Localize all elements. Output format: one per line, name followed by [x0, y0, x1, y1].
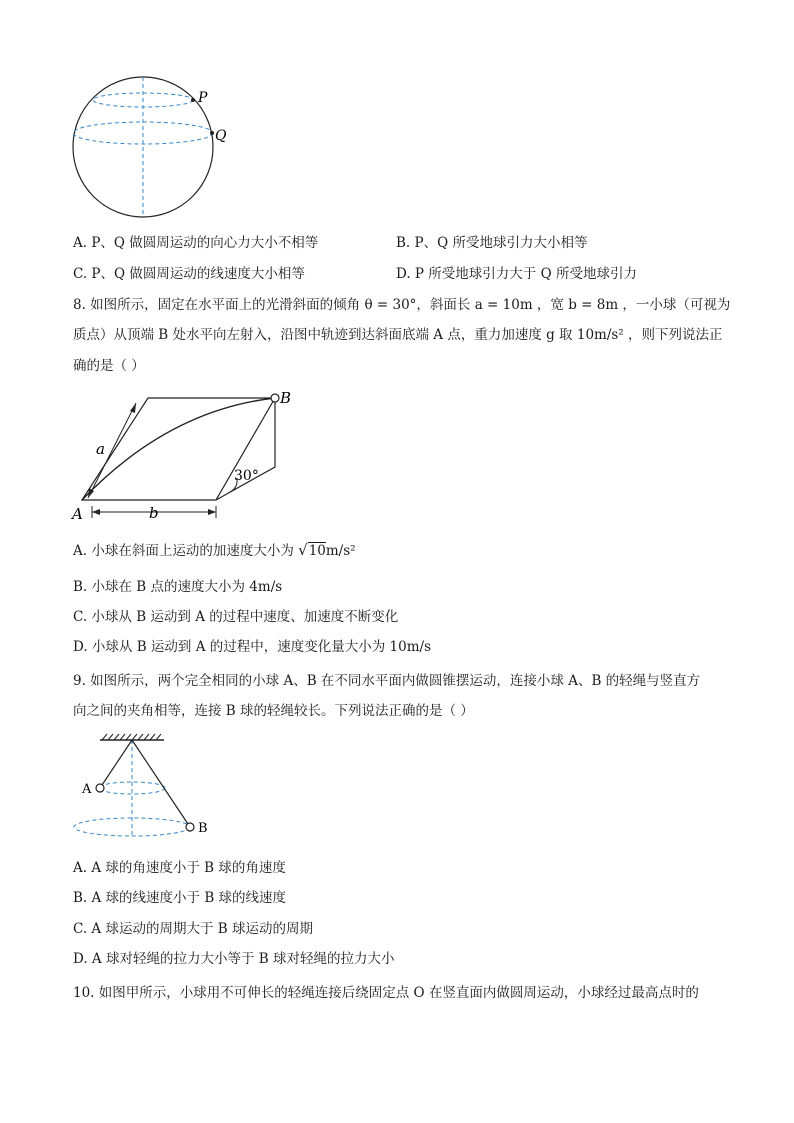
q7-option-c: C. P、Q 做圆周运动的线速度大小相等 [73, 266, 305, 282]
label-ball-a: A [82, 782, 92, 797]
q9-stem-line2: 向之间的夹角相等，连接 B 球的轻绳较长。下列说法正确的是（ ） [73, 703, 474, 719]
incline-figure [68, 385, 308, 525]
q9-option-c: C. A 球运动的周期大于 B 球运动的周期 [73, 921, 313, 937]
dimension-a-arrow-top [130, 403, 136, 413]
q9-option-a: A. A 球的角速度小于 B 球的角速度 [73, 860, 286, 876]
q8-option-d: D. 小球从 B 运动到 A 的过程中，速度变化量大小为 10m/s [73, 639, 432, 655]
ball-b [186, 823, 194, 831]
sphere-figure [60, 75, 240, 225]
label-p: P [198, 90, 208, 106]
q8-stem-line3: 确的是（ ） [73, 358, 145, 374]
dimension-b-arrow-right [208, 509, 216, 515]
ball-a [96, 784, 104, 792]
q8-option-a [73, 540, 356, 561]
q8-option-a-text: A. 小球在斜面上运动的加速度大小为 [73, 543, 299, 559]
q8-option-c: C. 小球从 B 运动到 A 的过程中速度、加速度不断变化 [73, 609, 399, 625]
label-q: Q [215, 128, 227, 144]
q8-stem-line1: 8. 如图所示，固定在水平面上的光滑斜面的倾角 θ = 30°，斜面长 a = 10m ，宽 b = 8m ，一小球（可视为 [73, 297, 731, 313]
ceiling-hatching [102, 734, 161, 740]
q9-option-b: B. A 球的线速度小于 B 球的线速度 [73, 890, 287, 906]
q7-option-d: D. P 所受地球引力大于 Q 所受地球引力 [396, 266, 637, 282]
dimension-b-arrow-left [92, 509, 100, 515]
q7-option-b: B. P、Q 所受地球引力大小相等 [396, 235, 588, 251]
label-point-b: B [280, 389, 292, 407]
conical-pendulum-figure [70, 728, 230, 843]
string-a [100, 740, 132, 788]
string-b [132, 740, 190, 827]
q9-stem-line1: 9. 如图所示，两个完全相同的小球 A、B 在不同水平面内做圆锥摆运动，连接小球 A、B 的轻绳与竖直方 [73, 673, 701, 689]
q8-option-a-unit: m/s² [325, 543, 356, 559]
q8-option-b: B. 小球在 B 点的速度大小为 4m/s [73, 579, 283, 595]
label-dim-b: b [149, 504, 159, 522]
sqrt-radicand: 10 [308, 543, 326, 559]
sqrt-symbol: √10 [298, 541, 326, 559]
q9-option-d: D. A 球对轻绳的拉力大小等于 B 球对轻绳的拉力大小 [73, 951, 395, 967]
label-ball-b: B [198, 821, 208, 836]
label-dim-a: a [96, 440, 105, 458]
ball-b [271, 394, 279, 402]
incline-plane [82, 398, 275, 500]
label-point-a: A [72, 505, 83, 523]
point-q [210, 131, 214, 135]
label-angle: 30° [234, 468, 259, 484]
q7-option-a: A. P、Q 做圆周运动的向心力大小不相等 [73, 235, 319, 251]
q8-stem-line2: 质点）从顶端 B 处水平向左射入，沿图中轨迹到达斜面底端 A 点，重力加速度 g 取 10m/s² ，则下列说法正 [73, 327, 723, 343]
q10-stem-line1: 10. 如图甲所示，小球用不可伸长的轻绳连接后绕固定点 O 在竖直面内做圆周运动，小球经过最高点时的 [73, 985, 699, 1001]
point-p [191, 98, 195, 102]
